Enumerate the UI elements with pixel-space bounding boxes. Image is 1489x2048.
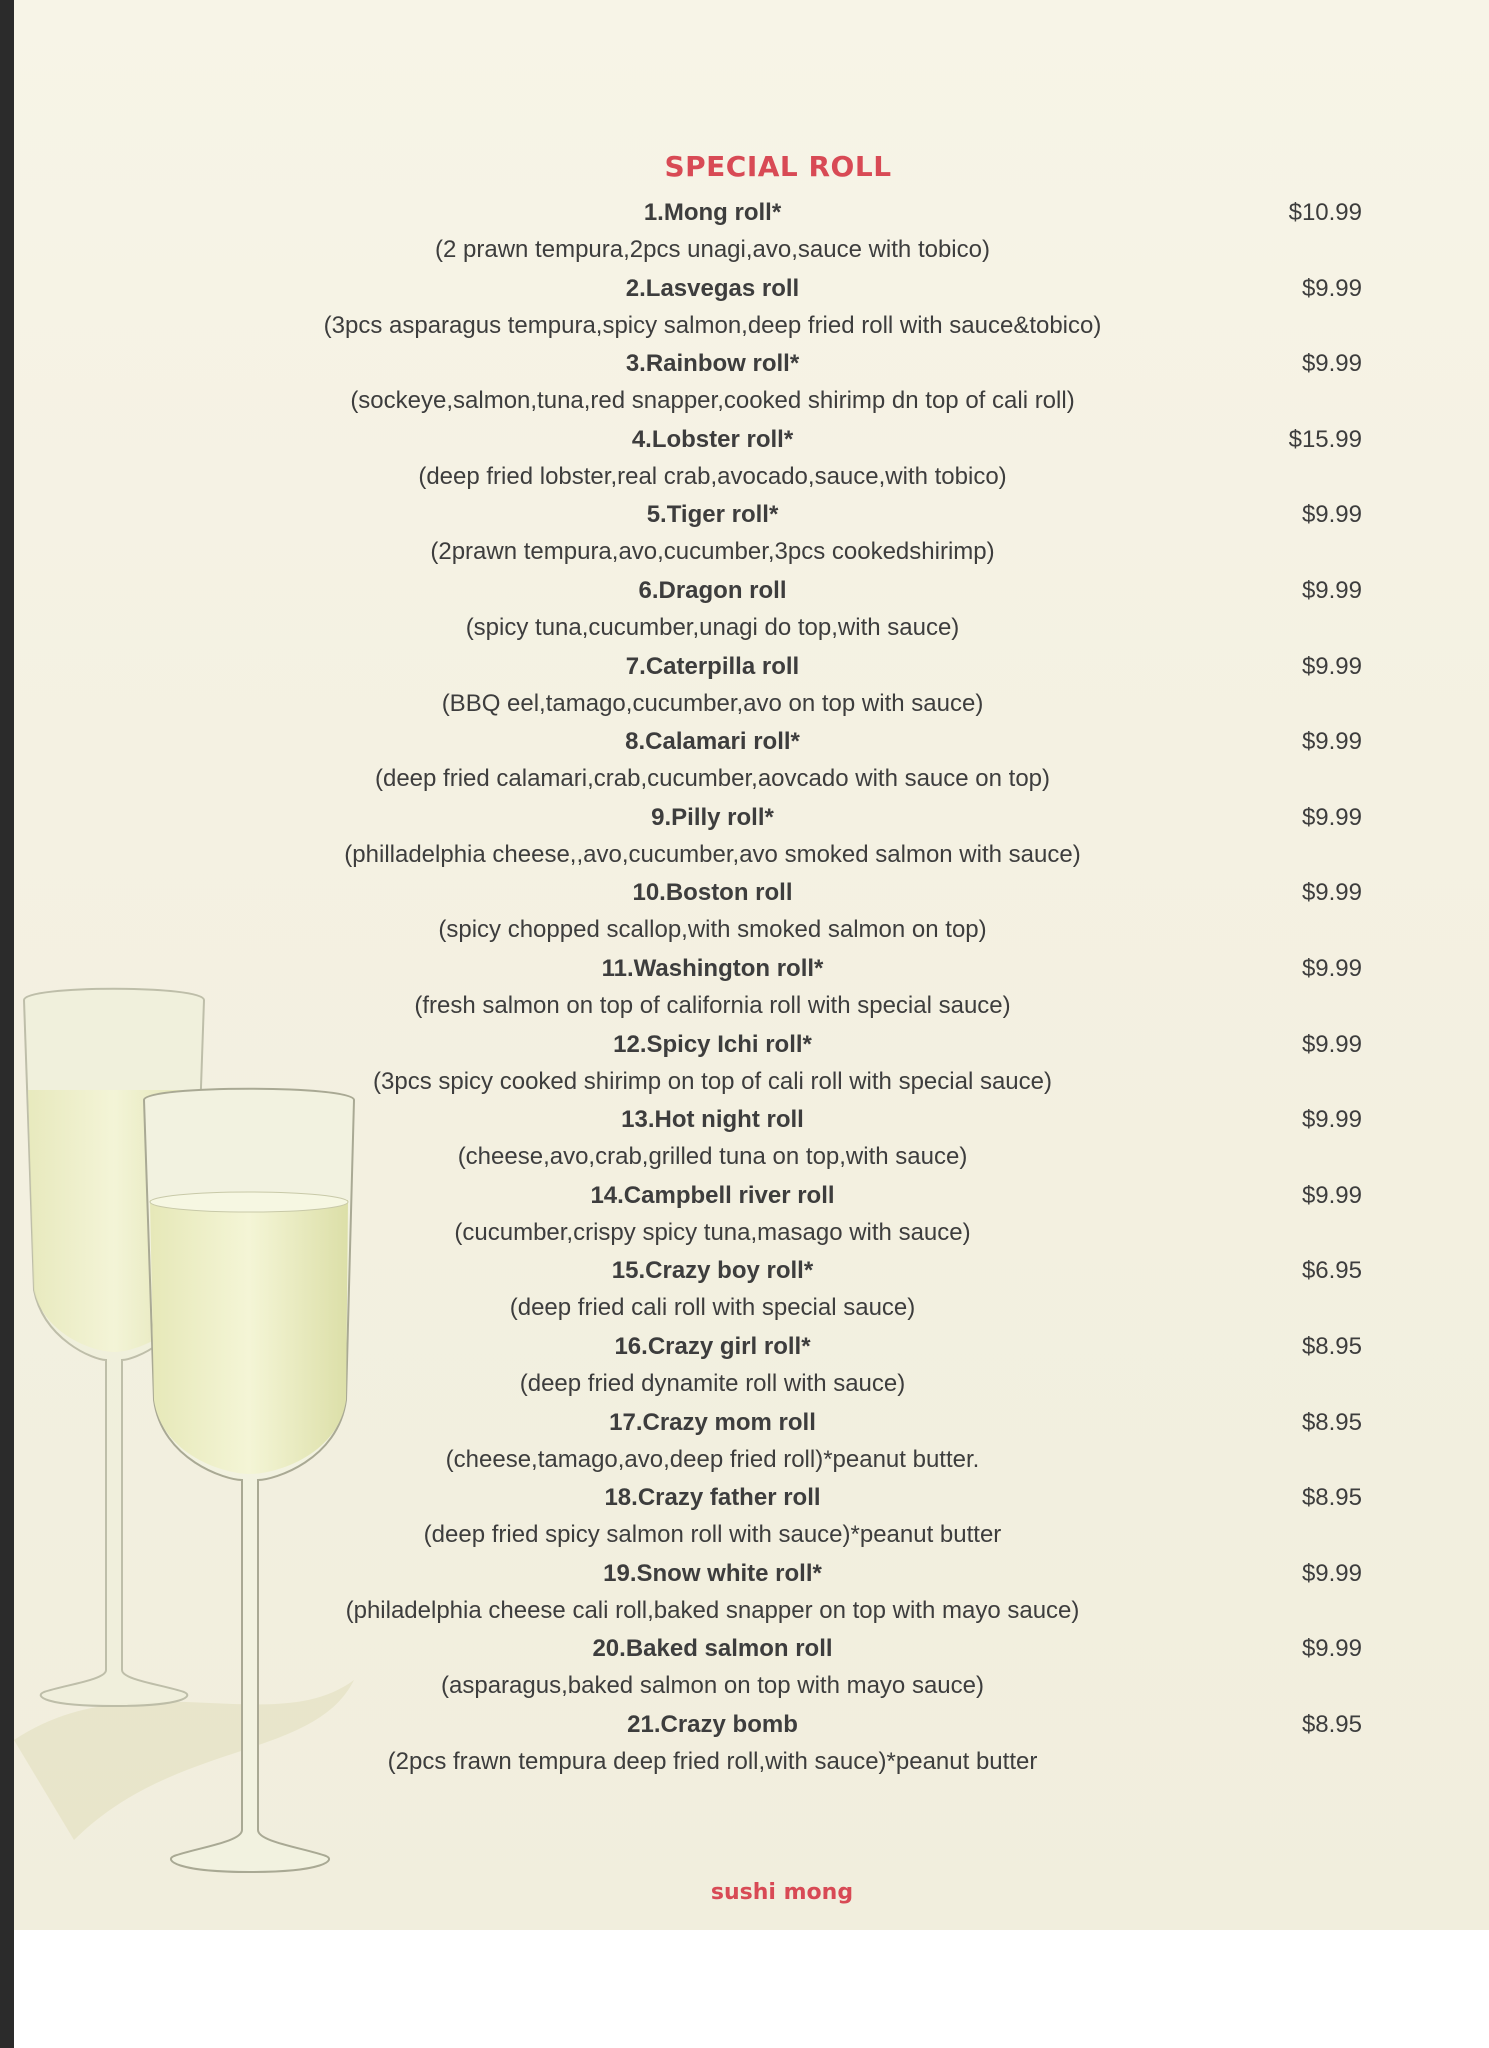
item-price: $6.95 (1301, 1257, 1362, 1285)
menu-item (0, 1708, 1489, 1784)
item-description: (2prawn tempura,avo,cucumber,3pcs cookedshirimp) (430, 538, 995, 566)
item-name: 5.Tiger roll* (646, 501, 779, 529)
menu-item (0, 196, 1489, 272)
item-price: $9.99 (1301, 274, 1362, 302)
item-price: $9.99 (1301, 1106, 1362, 1134)
item-price: $9.99 (1301, 1635, 1362, 1663)
item-name: 19.Snow white roll* (603, 1559, 822, 1587)
item-description: (deep fried dynamite roll with sauce) (519, 1369, 906, 1397)
item-name: 9.Pilly roll* (651, 803, 774, 831)
page-title: SPECIAL ROLL (664, 150, 892, 183)
item-price: $9.99 (1301, 652, 1362, 680)
item-description: (philladelphia cheese,,avo,cucumber,avo smoked salmon with sauce) (344, 840, 1081, 868)
menu-item (0, 574, 1489, 650)
item-price: $10.99 (1288, 199, 1362, 226)
item-description: (3pcs asparagus tempura,spicy salmon,deep fried roll with sauce&tobico) (323, 311, 1102, 339)
menu-item (0, 423, 1489, 499)
menu-item (0, 498, 1489, 574)
item-description: (cucumber,crispy spicy tuna,masago with sauce) (454, 1218, 971, 1246)
item-description: (deep fried calamari,crab,cucumber,aovcado with sauce on top) (374, 765, 1051, 793)
item-price: $9.99 (1301, 954, 1362, 982)
item-price: $9.99 (1301, 576, 1362, 604)
item-description: (spicy tuna,cucumber,unagi do top,with sauce) (465, 613, 960, 641)
menu-item (0, 1028, 1489, 1104)
item-name: 17.Crazy mom roll (609, 1408, 816, 1436)
menu-item (0, 876, 1489, 952)
item-name: 3.Rainbow roll* (625, 350, 800, 378)
item-description: (philadelphia cheese cali roll,baked snapper on top with mayo sauce) (345, 1596, 1080, 1624)
item-price: $9.99 (1301, 803, 1362, 831)
item-name: 1.Mong roll* (643, 199, 782, 226)
item-description: (deep fried spicy salmon roll with sauce)*peanut butter (423, 1521, 1002, 1549)
item-price: $9.99 (1301, 501, 1362, 529)
item-price: $8.95 (1301, 1332, 1362, 1360)
menu-item (0, 1557, 1489, 1633)
item-name: 12.Spicy Ichi roll* (613, 1030, 812, 1058)
restaurant-name: sushi mong (710, 1880, 854, 1905)
item-name: 18.Crazy father roll (604, 1484, 821, 1512)
item-description: (fresh salmon on top of california roll with special sauce) (414, 991, 1011, 1019)
item-description: (cheese,avo,crab,grilled tuna on top,with sauce) (457, 1143, 968, 1171)
item-description: (cheese,tamago,avo,deep fried roll)*peanut butter. (445, 1445, 980, 1473)
item-name: 4.Lobster roll* (631, 425, 794, 453)
menu-item (0, 1179, 1489, 1255)
item-name: 6.Dragon roll (638, 576, 787, 604)
item-price: $9.99 (1301, 1181, 1362, 1209)
menu-item (0, 952, 1489, 1028)
item-description: (BBQ eel,tamago,cucumber,avo on top with sauce) (441, 689, 984, 717)
menu-item (0, 1103, 1489, 1179)
menu-item (0, 801, 1489, 877)
item-price: $9.99 (1301, 1559, 1362, 1587)
item-price: $8.95 (1301, 1408, 1362, 1436)
item-name: 21.Crazy bomb (627, 1710, 798, 1738)
menu-item (0, 1632, 1489, 1708)
item-price: $9.99 (1301, 350, 1362, 378)
menu-item (0, 1406, 1489, 1482)
menu-list (0, 196, 1489, 1783)
item-price: $15.99 (1288, 425, 1362, 453)
item-description: (deep fried lobster,real crab,avocado,sauce,with tobico) (418, 462, 1007, 490)
item-description: (spicy chopped scallop,with smoked salmon on top) (438, 916, 987, 944)
menu-item (0, 1254, 1489, 1330)
item-name: 2.Lasvegas roll (625, 274, 800, 302)
item-price: $9.99 (1301, 879, 1362, 907)
item-description: (sockeye,salmon,tuna,red snapper,cooked shirimp dn top of cali roll) (350, 387, 1075, 415)
item-name: 20.Baked salmon roll (592, 1635, 833, 1663)
item-price: $8.95 (1301, 1710, 1362, 1738)
menu-item (0, 347, 1489, 423)
item-name: 8.Calamari roll* (625, 728, 800, 756)
item-description: (3pcs spicy cooked shirimp on top of cali roll with special sauce) (373, 1067, 1052, 1095)
item-name: 7.Caterpilla roll (625, 652, 800, 680)
menu-item (0, 1481, 1489, 1557)
item-name: 10.Boston roll (632, 879, 793, 907)
menu-item (0, 650, 1489, 726)
item-price: $9.99 (1301, 1030, 1362, 1058)
item-name: 13.Hot night roll (621, 1106, 804, 1134)
menu-item (0, 1330, 1489, 1406)
menu-item (0, 272, 1489, 348)
item-description: (2 prawn tempura,2pcs unagi,avo,sauce with tobico) (435, 236, 990, 263)
item-price: $9.99 (1301, 728, 1362, 756)
item-description: (deep fried cali roll with special sauce) (509, 1294, 916, 1322)
item-name: 11.Washington roll* (601, 954, 824, 982)
item-name: 14.Campbell river roll (590, 1181, 835, 1209)
menu-item (0, 725, 1489, 801)
item-description: (2pcs frawn tempura deep fried roll,with sauce)*peanut butter (387, 1747, 1038, 1775)
item-name: 16.Crazy girl roll* (614, 1332, 811, 1360)
item-name: 15.Crazy boy roll* (611, 1257, 814, 1285)
item-price: $8.95 (1301, 1484, 1362, 1512)
item-description: (asparagus,baked salmon on top with mayo sauce) (441, 1672, 984, 1700)
